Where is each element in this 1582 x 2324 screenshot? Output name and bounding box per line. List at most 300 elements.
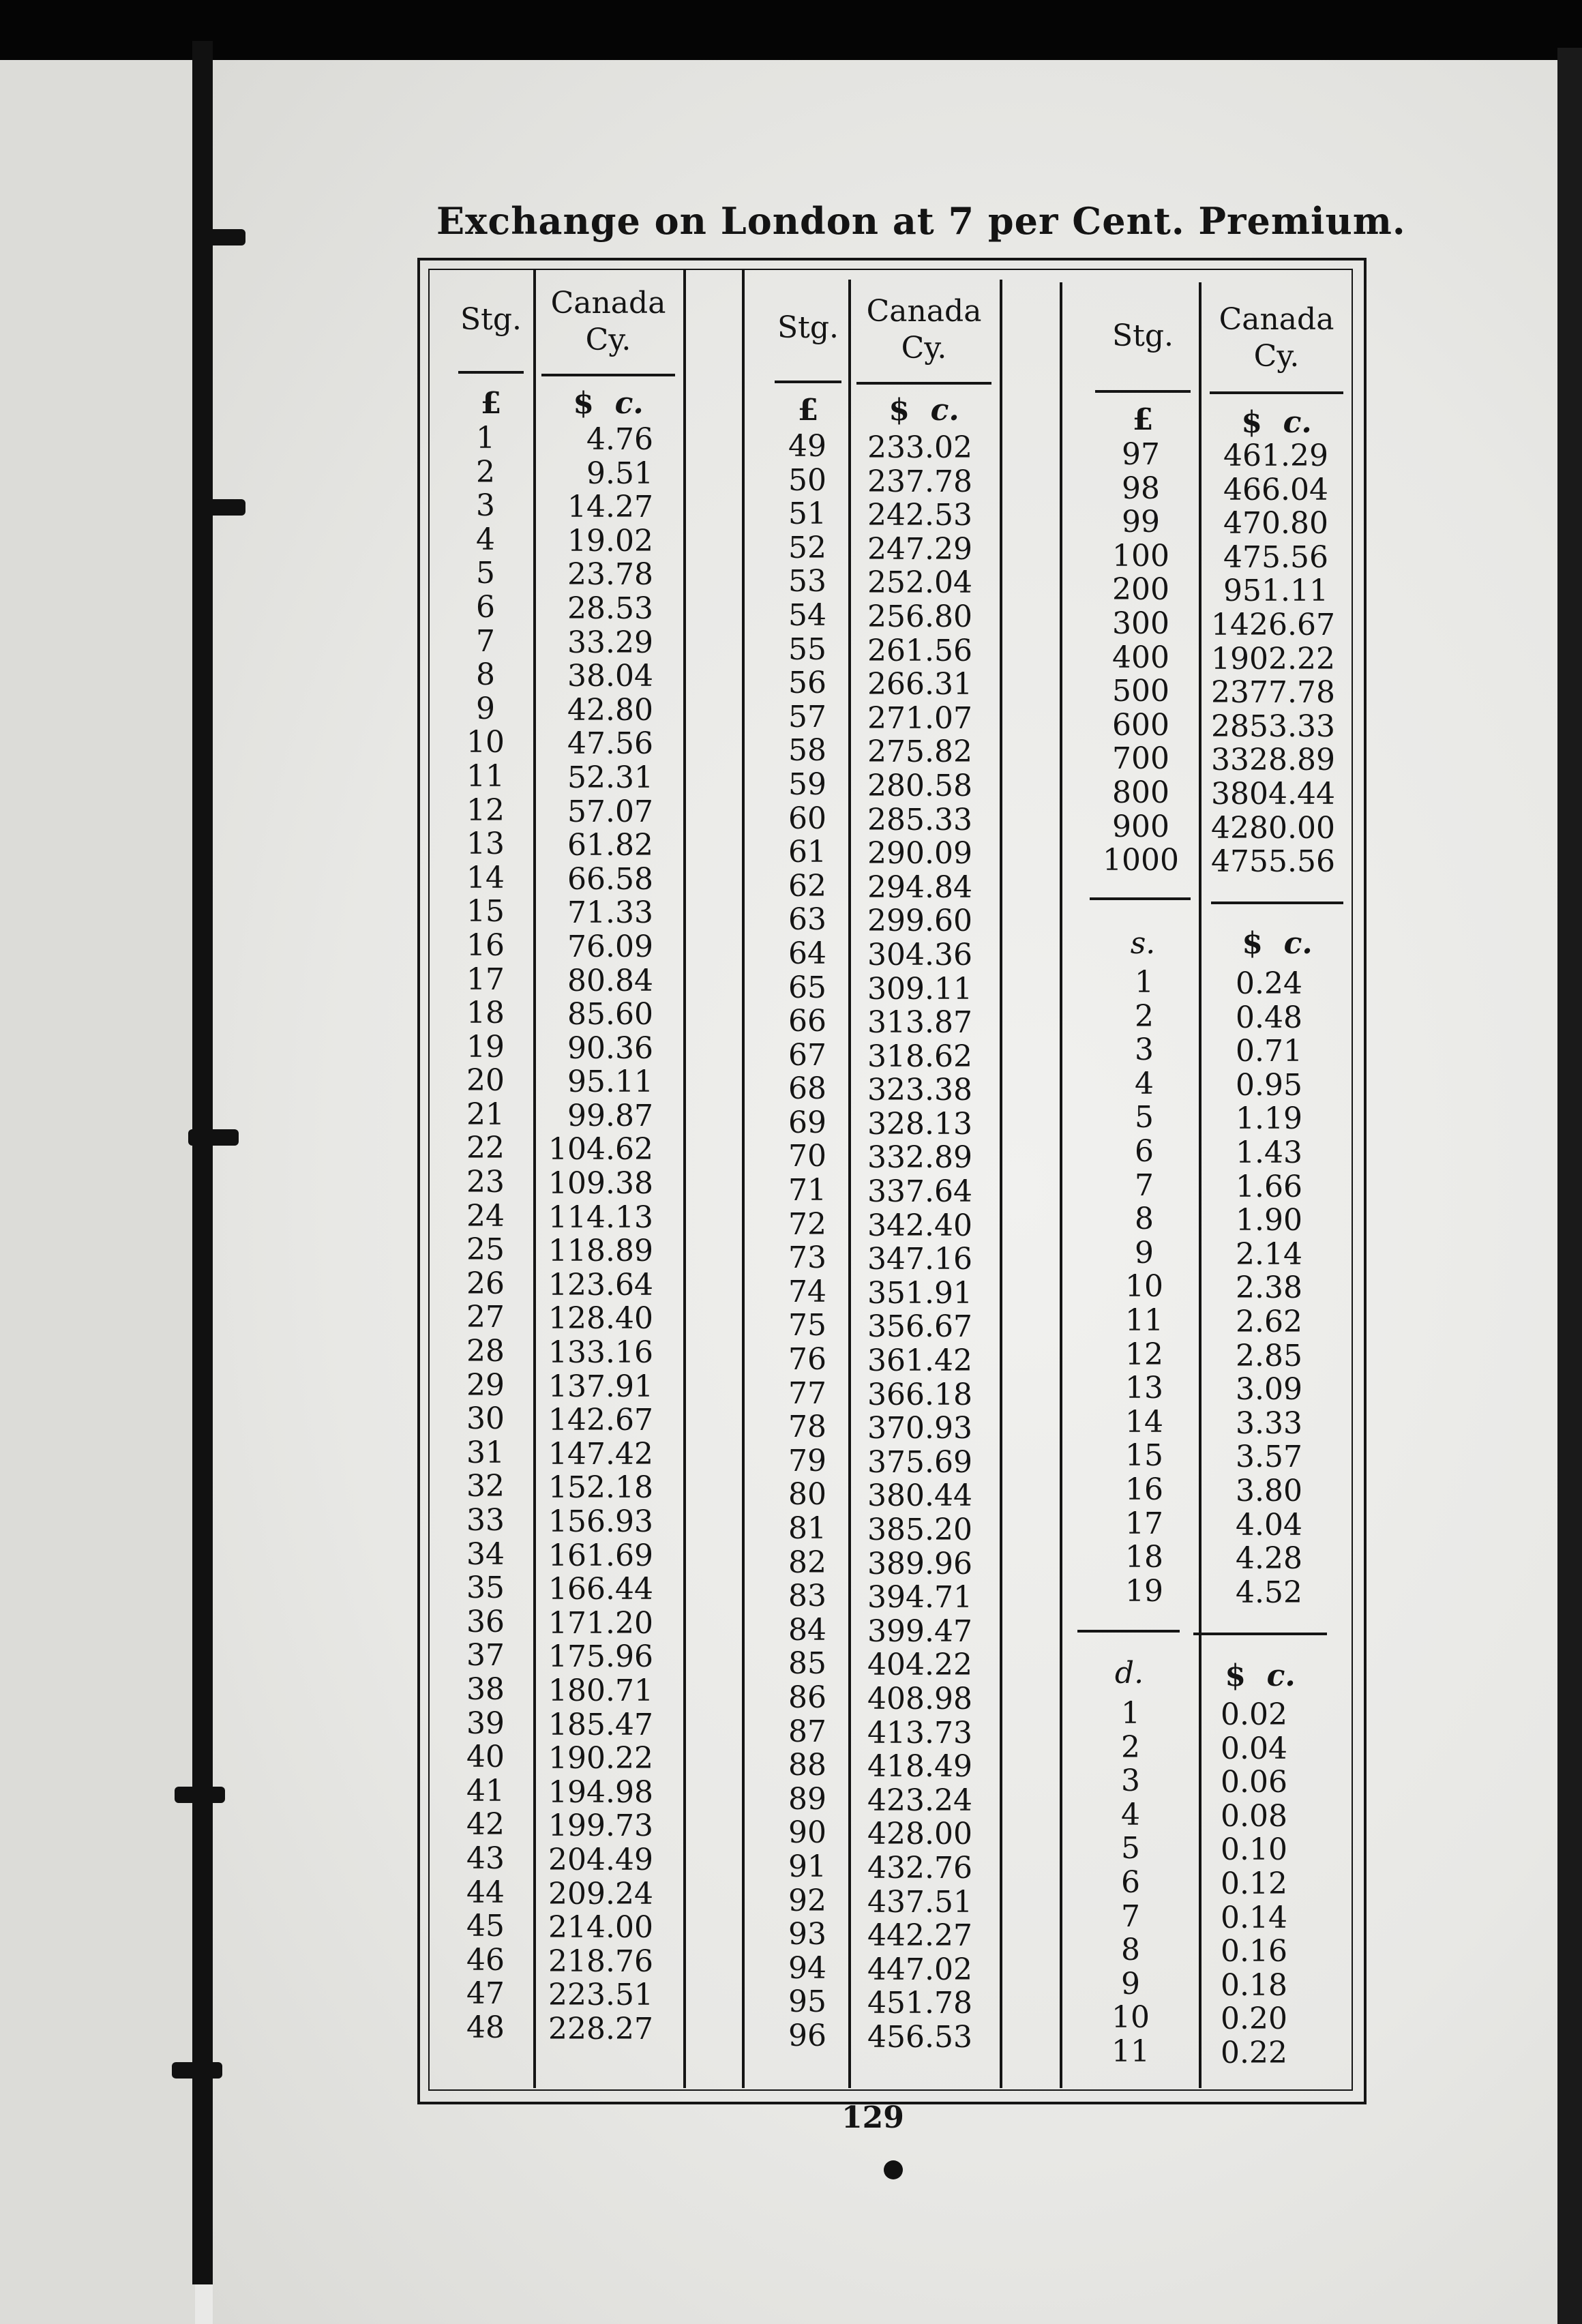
binding-stitch [195, 499, 245, 516]
col1-stg-cell: 20 [466, 1063, 505, 1099]
col1-cy-cell: 66.58 [567, 861, 653, 897]
col2-cy-cell: 389.96 [867, 1546, 972, 1581]
cents-label: c. [1283, 405, 1312, 440]
col2-stg-cell: 66 [788, 1004, 826, 1039]
shillings-cell: 11 [1125, 1302, 1163, 1338]
col2-stg-cell: 81 [788, 1511, 826, 1546]
col1-cy-cell: 199.73 [548, 1808, 653, 1844]
col2-stg-cell: 89 [788, 1781, 826, 1817]
col1-cy-cell: 204.49 [548, 1842, 653, 1877]
col1-stg-cell: 43 [466, 1841, 505, 1876]
pence-cell: 4 [1121, 1797, 1140, 1832]
col1-cy-cell: 61.82 [567, 828, 653, 863]
col1-cy-cell: 90.36 [567, 1030, 653, 1066]
col2-cy-cell: 242.53 [867, 498, 972, 533]
pence-cell: 6 [1121, 1864, 1140, 1900]
shillings-cell: 4 [1135, 1066, 1154, 1101]
header-rule [856, 382, 991, 385]
col2-cy-cell: 294.84 [867, 869, 972, 905]
dollar-sign: $ [1225, 1658, 1246, 1693]
col1-cy-cell: 133.16 [548, 1335, 653, 1371]
shillings-cell: 17 [1125, 1506, 1163, 1541]
dollar-sign: $ [573, 386, 594, 421]
pence-cell: 10 [1111, 2000, 1150, 2036]
canada-header [541, 285, 675, 359]
col1-cy-cell: 156.93 [548, 1504, 653, 1539]
col2-cy-cell: 413.73 [867, 1715, 972, 1751]
col2-stg-cell: 75 [788, 1308, 826, 1343]
shillings-cy-cell: 4.28 [1236, 1541, 1302, 1577]
col2-cy-cell: 261.56 [867, 633, 972, 668]
pence-cy-cell: 0.02 [1221, 1697, 1287, 1732]
col2-stg-cell: 73 [788, 1240, 826, 1276]
binding-stitch [188, 1129, 239, 1146]
col1-stg-cell: 22 [466, 1131, 505, 1166]
col1-stg-cell: 15 [466, 894, 505, 929]
pence-cy-cell: 0.12 [1221, 1866, 1287, 1901]
col1-stg-cell: 1 [476, 421, 495, 456]
col2-cy-cell: 313.87 [867, 1005, 972, 1041]
section-rule [1090, 897, 1191, 900]
col2-cy-cell: 375.69 [867, 1444, 972, 1480]
col2-cy-cell: 342.40 [867, 1208, 972, 1243]
col3-cy-cell: 3328.89 [1211, 743, 1335, 778]
col1-stg-cell: 35 [466, 1570, 505, 1606]
shillings-cy-cell: 1.66 [1236, 1169, 1302, 1204]
col2-cy-cell: 275.82 [867, 734, 972, 770]
col1-stg-cell: 6 [476, 589, 495, 625]
col1-stg-cell: 37 [466, 1638, 505, 1673]
currency-unit [1211, 926, 1343, 961]
shillings-cell: 19 [1125, 1573, 1163, 1609]
col2-stg-cell: 85 [788, 1646, 826, 1682]
col1-cy-cell: 114.13 [548, 1200, 653, 1235]
section-rule [1077, 1630, 1180, 1633]
col-rule [848, 280, 851, 2088]
dollar-sign: $ [1241, 405, 1262, 440]
canada-header-line1: Canada [866, 294, 982, 329]
binding-stitch [195, 229, 245, 245]
col1-cy-cell: 28.53 [567, 591, 653, 626]
stg-header: Stg. [1112, 318, 1174, 353]
col1-stg-cell: 5 [476, 556, 495, 591]
canada-header [856, 293, 991, 367]
col2-cy-cell: 399.47 [867, 1613, 972, 1649]
col1-cy-cell: 161.69 [548, 1538, 653, 1573]
col1-cy-cell: 190.22 [548, 1741, 653, 1776]
col1-stg-cell: 47 [466, 1976, 505, 2012]
col1-stg-cell: 32 [466, 1469, 505, 1504]
col3-stg-cell: 600 [1112, 707, 1169, 743]
col3-cy-cell: 2377.78 [1211, 675, 1335, 711]
col2-cy-cell: 404.22 [867, 1648, 972, 1683]
col2-stg-cell: 96 [788, 2018, 826, 2053]
pence-cell: 3 [1121, 1763, 1140, 1799]
col3-cy-cell: 461.29 [1223, 438, 1328, 473]
col2-cy-cell: 432.76 [867, 1850, 972, 1886]
col1-stg-cell: 48 [466, 2010, 505, 2045]
col1-stg-cell: 13 [466, 826, 505, 862]
col2-cy-cell: 271.07 [867, 700, 972, 736]
col1-cy-cell: 194.98 [548, 1774, 653, 1810]
col1-stg-cell: 11 [466, 758, 505, 794]
col2-cy-cell: 256.80 [867, 599, 972, 634]
col1-stg-cell: 7 [476, 623, 495, 659]
col2-stg-cell: 68 [788, 1071, 826, 1107]
header-rule [775, 381, 841, 383]
col-rule [683, 269, 686, 2088]
page-title: Exchange on London at 7 per Cent. Premium. [436, 199, 1406, 243]
col2-stg-cell: 92 [788, 1883, 826, 1918]
shillings-cell: 7 [1135, 1167, 1154, 1203]
col1-stg-cell: 33 [466, 1503, 505, 1538]
col1-stg-cell: 46 [466, 1942, 505, 1978]
col2-cy-cell: 380.44 [867, 1478, 972, 1514]
col1-stg-cell: 31 [466, 1435, 505, 1470]
col3-stg-cell: 200 [1112, 572, 1169, 608]
col-rule [1000, 280, 1002, 2088]
col2-stg-cell: 52 [788, 530, 826, 565]
cents-label: c. [930, 393, 959, 428]
col3-stg-cell: 900 [1112, 809, 1169, 844]
col1-stg-cell: 24 [466, 1198, 505, 1234]
col1-stg-cell: 16 [466, 927, 505, 963]
pence-cell: 9 [1121, 1966, 1140, 2001]
scan-right-border [1557, 48, 1582, 2324]
col3-cy-cell: 1426.67 [1211, 607, 1335, 642]
col2-stg-cell: 84 [788, 1612, 826, 1648]
col2-stg-cell: 78 [788, 1410, 826, 1445]
shillings-cell: 9 [1135, 1235, 1154, 1270]
col2-cy-cell: 361.42 [867, 1343, 972, 1379]
col1-cy-cell: 52.31 [567, 760, 653, 795]
col2-stg-cell: 56 [788, 666, 826, 701]
col1-stg-cell: 2 [476, 454, 495, 490]
col1-stg-cell: 18 [466, 996, 505, 1031]
col2-cy-cell: 428.00 [867, 1817, 972, 1852]
col1-cy-cell: 23.78 [567, 557, 653, 593]
col3-cy-cell: 470.80 [1223, 506, 1328, 541]
col1-stg-cell: 3 [476, 488, 495, 524]
col1-cy-cell: 128.40 [548, 1301, 653, 1337]
col2-stg-cell: 88 [788, 1748, 826, 1783]
col2-stg-cell: 80 [788, 1477, 826, 1513]
pence-cell: 11 [1111, 2034, 1150, 2069]
col2-stg-cell: 67 [788, 1037, 826, 1073]
col1-stg-cell: 29 [466, 1367, 505, 1403]
shillings-cell: 13 [1125, 1371, 1163, 1406]
shillings-cell: 6 [1135, 1133, 1154, 1169]
col2-cy-cell: 356.67 [867, 1309, 972, 1345]
col1-stg-cell: 34 [466, 1536, 505, 1572]
col1-cy-cell: 228.27 [548, 2011, 653, 2046]
shillings-cell: 3 [1135, 1032, 1154, 1068]
col2-stg-cell: 95 [788, 1984, 826, 2020]
col2-stg-cell: 93 [788, 1917, 826, 1952]
col1-cy-cell: 9.51 [586, 456, 653, 491]
col3-stg-cell: 400 [1112, 640, 1169, 675]
col2-stg-cell: 74 [788, 1274, 826, 1309]
col1-stg-cell: 41 [466, 1773, 505, 1808]
col2-cy-cell: 447.02 [867, 1952, 972, 1987]
col1-cy-cell: 137.91 [548, 1369, 653, 1404]
col2-cy-cell: 309.11 [867, 971, 972, 1007]
col1-cy-cell: 223.51 [548, 1978, 653, 2013]
shillings-cell: 10 [1125, 1269, 1163, 1305]
col2-cy-cell: 451.78 [867, 1986, 972, 2021]
col2-stg-cell: 70 [788, 1139, 826, 1174]
shillings-cell: 5 [1135, 1100, 1154, 1135]
col2-cy-cell: 442.27 [867, 1918, 972, 1954]
canada-header-line2: Cy. [1253, 339, 1300, 374]
col2-stg-cell: 82 [788, 1545, 826, 1580]
col1-cy-cell: 42.80 [567, 692, 653, 728]
col2-cy-cell: 237.78 [867, 464, 972, 499]
col3-cy-cell: 4280.00 [1211, 810, 1335, 846]
shillings-cy-cell: 0.95 [1236, 1067, 1302, 1103]
col1-stg-cell: 26 [466, 1266, 505, 1301]
col1-cy-cell: 38.04 [567, 659, 653, 694]
shillings-cell: 1 [1135, 965, 1154, 1000]
col2-stg-cell: 69 [788, 1105, 826, 1140]
col1-cy-cell: 104.62 [548, 1132, 653, 1167]
shillings-cell: 16 [1125, 1472, 1163, 1507]
shillings-cell: 18 [1125, 1540, 1163, 1575]
col2-stg-cell: 62 [788, 868, 826, 904]
stg-header: Stg. [460, 302, 522, 337]
pence-cy-list [1193, 1698, 1287, 2070]
shillings-cell: 14 [1125, 1404, 1163, 1440]
currency-unit [1210, 405, 1343, 440]
col2-cy-cell: 247.29 [867, 531, 972, 567]
col3-stg-cell: 1000 [1103, 843, 1179, 878]
col2-cy-cell: 285.33 [867, 802, 972, 837]
col2-cy-cell: 290.09 [867, 836, 972, 872]
col1-stg-cell: 23 [466, 1165, 505, 1200]
pence-cell: 5 [1121, 1831, 1140, 1866]
col1-cy-cell: 185.47 [548, 1707, 653, 1742]
col3-stg-cell: 98 [1122, 471, 1160, 506]
col2-cy-cell: 423.24 [867, 1783, 972, 1818]
pence-cell: 8 [1121, 1933, 1140, 1968]
col2-stg-cell: 51 [788, 496, 826, 532]
col1-cy-cell: 171.20 [548, 1605, 653, 1641]
shillings-cy-cell: 3.09 [1236, 1372, 1302, 1407]
col3-stg-cell: 99 [1122, 505, 1160, 540]
ink-blot [884, 2160, 903, 2179]
col1-stg-cell: 10 [466, 725, 505, 760]
col2-cy-cell: 437.51 [867, 1884, 972, 1920]
col2-stg-cell: 64 [788, 936, 826, 971]
col1-cy-cell: 4.76 [586, 422, 653, 457]
currency-unit [856, 393, 991, 428]
col1-cy-cell: 218.76 [548, 1943, 653, 1979]
pence-cy-cell: 0.10 [1221, 1832, 1287, 1868]
header-rule [541, 374, 675, 376]
col-rule [742, 269, 745, 2088]
col3-cy-cell: 4755.56 [1211, 844, 1335, 880]
col3-cy-cell: 466.04 [1223, 472, 1328, 507]
col2-stg-list [766, 430, 848, 2053]
col1-cy-cell: 33.29 [567, 625, 653, 660]
pence-cy-cell: 0.04 [1221, 1731, 1287, 1766]
header-rule [1095, 390, 1191, 393]
pence-cell: 2 [1121, 1729, 1140, 1765]
pence-cy-cell: 0.16 [1221, 1934, 1287, 1969]
col3-cy-cell: 951.11 [1223, 573, 1328, 609]
canada-header-line2: Cy. [901, 331, 947, 366]
col3-cy-cell: 3804.44 [1211, 776, 1335, 811]
col3-cy-cell: 2853.33 [1211, 709, 1335, 744]
col1-stg-cell: 30 [466, 1401, 505, 1437]
col2-stg-cell: 71 [788, 1173, 826, 1208]
col2-cy-cell: 304.36 [867, 937, 972, 972]
dollar-sign: $ [889, 393, 910, 428]
pence-cell: 1 [1121, 1696, 1140, 1731]
cents-label: c. [1266, 1658, 1296, 1693]
col1-stg-cell: 28 [466, 1334, 505, 1369]
col1-stg-cell: 45 [466, 1909, 505, 1944]
col1-stg-cell: 4 [476, 522, 495, 557]
col1-stg-cell: 44 [466, 1875, 505, 1910]
col2-stg-cell: 87 [788, 1714, 826, 1749]
col2-cy-cell: 252.04 [867, 565, 972, 601]
col1-stg-cell: 25 [466, 1232, 505, 1268]
col1-cy-cell: 76.09 [567, 929, 653, 964]
col2-stg-cell: 79 [788, 1443, 826, 1478]
col1-stg-cell: 39 [466, 1705, 505, 1741]
col2-cy-cell: 456.53 [867, 2019, 972, 2055]
shillings-cy-cell: 0.24 [1236, 966, 1302, 1001]
canada-header [1210, 301, 1343, 375]
col1-cy-list [539, 423, 653, 2046]
col1-cy-cell: 14.27 [567, 490, 653, 525]
col2-stg-cell: 94 [788, 1950, 826, 1986]
header-rule [458, 371, 524, 374]
col1-stg-cell: 21 [466, 1097, 505, 1132]
col1-stg-cell: 40 [466, 1740, 505, 1775]
col1-cy-cell: 180.71 [548, 1673, 653, 1708]
col2-stg-cell: 63 [788, 902, 826, 938]
col2-stg-cell: 55 [788, 631, 826, 667]
col2-stg-cell: 54 [788, 597, 826, 633]
col1-cy-cell: 123.64 [548, 1267, 653, 1302]
col2-stg-cell: 60 [788, 801, 826, 836]
col1-stg-cell: 8 [476, 657, 495, 693]
col1-stg-cell: 17 [466, 962, 505, 997]
pence-cell: 7 [1121, 1898, 1140, 1934]
col1-cy-cell: 118.89 [548, 1234, 653, 1269]
col2-stg-cell: 77 [788, 1375, 826, 1411]
shillings-cell: 2 [1135, 998, 1154, 1034]
col2-cy-cell: 408.98 [867, 1681, 972, 1716]
pence-cy-cell: 0.20 [1221, 2001, 1287, 2037]
shillings-cy-cell: 2.38 [1236, 1270, 1302, 1306]
col1-cy-cell: 71.33 [567, 895, 653, 931]
col3-cy-cell: 475.56 [1223, 539, 1328, 575]
col1-cy-cell: 47.56 [567, 726, 653, 762]
col2-cy-cell: 351.91 [867, 1275, 972, 1311]
shillings-cy-cell: 3.33 [1236, 1405, 1302, 1441]
col1-cy-cell: 147.42 [548, 1436, 653, 1472]
shillings-cy-cell: 0.48 [1236, 1000, 1302, 1035]
col2-cy-cell: 233.02 [867, 430, 972, 465]
shillings-cy-cell: 2.14 [1236, 1236, 1302, 1272]
pence-cy-cell: 0.18 [1221, 1967, 1287, 2003]
shillings-cy-cell: 1.43 [1236, 1135, 1302, 1170]
col2-stg-cell: 49 [788, 429, 826, 464]
col-rule [1060, 282, 1062, 2088]
col2-cy-cell: 418.49 [867, 1749, 972, 1785]
col2-stg-cell: 61 [788, 835, 826, 870]
col1-stg-list [445, 421, 526, 2045]
facing-page-edge [0, 27, 195, 2324]
col2-stg-cell: 86 [788, 1680, 826, 1715]
shillings-cell: 8 [1135, 1202, 1154, 1237]
shillings-list [1103, 966, 1185, 1608]
col2-stg-cell: 83 [788, 1579, 826, 1614]
shillings-cell: 15 [1125, 1438, 1163, 1474]
shillings-cy-cell: 2.85 [1236, 1338, 1302, 1373]
col3-stg-cell: 500 [1112, 674, 1169, 709]
col1-cy-cell: 109.38 [548, 1166, 653, 1202]
section-rule [1193, 1633, 1327, 1635]
col2-cy-cell: 328.13 [867, 1106, 972, 1142]
col2-cy-cell: 394.71 [867, 1580, 972, 1615]
shillings-cy-cell: 2.62 [1236, 1304, 1302, 1339]
canada-header-line1: Canada [550, 286, 666, 321]
shillings-cy-cell: 1.90 [1236, 1203, 1302, 1238]
col1-stg-cell: 27 [466, 1300, 505, 1335]
dollar-sign: $ [1242, 926, 1263, 961]
col1-cy-cell: 95.11 [567, 1064, 653, 1100]
currency-unit [541, 386, 675, 421]
col2-stg-cell: 65 [788, 970, 826, 1005]
shillings-cy-cell: 3.57 [1236, 1440, 1302, 1475]
pence-cy-cell: 0.14 [1221, 1900, 1287, 1935]
currency-unit [1193, 1658, 1327, 1693]
col1-cy-cell: 57.07 [567, 794, 653, 829]
col1-stg-cell: 38 [466, 1671, 505, 1707]
col2-stg-cell: 91 [788, 1849, 826, 1884]
binding-stitch [172, 2062, 222, 2079]
col1-cy-cell: 214.00 [548, 1910, 653, 1946]
col1-cy-cell: 152.18 [548, 1470, 653, 1506]
col3-cy-list [1211, 438, 1335, 880]
col2-stg-cell: 59 [788, 766, 826, 802]
cents-label: c. [1283, 926, 1313, 961]
col1-stg-cell: 14 [466, 860, 505, 895]
col2-cy-cell: 323.38 [867, 1073, 972, 1108]
book-spine [192, 41, 213, 2284]
col1-cy-cell: 99.87 [567, 1098, 653, 1133]
shillings-cy-list [1211, 967, 1302, 1609]
col2-cy-list [852, 431, 972, 2055]
col3-stg-cell: 800 [1112, 775, 1169, 810]
col2-cy-cell: 280.58 [867, 768, 972, 803]
shillings-cy-cell: 3.80 [1236, 1473, 1302, 1508]
col2-cy-cell: 299.60 [867, 904, 972, 939]
canada-header-line1: Canada [1219, 302, 1334, 337]
page-number: 129 [841, 2100, 904, 2135]
col3-stg-cell: 100 [1112, 538, 1169, 573]
col2-cy-cell: 337.64 [867, 1174, 972, 1210]
pence-cy-cell: 0.08 [1221, 1798, 1287, 1834]
col2-stg-cell: 90 [788, 1815, 826, 1851]
pound-sign: £ [480, 386, 502, 421]
stg-header: Stg. [777, 310, 839, 345]
binding-stitch [175, 1787, 225, 1803]
